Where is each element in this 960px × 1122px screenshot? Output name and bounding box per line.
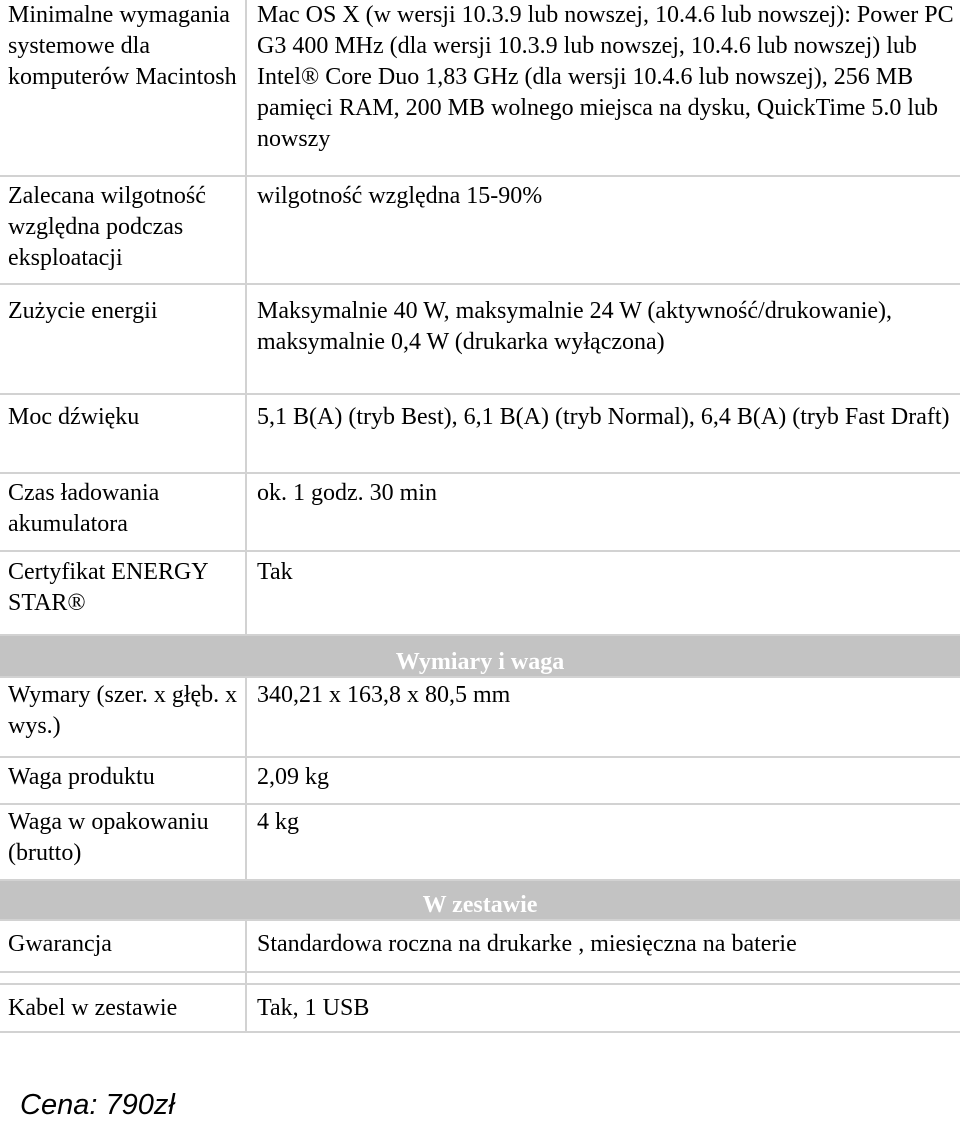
table-row xyxy=(0,757,960,804)
spec-value: 2,09 kg xyxy=(246,757,960,804)
spec-label: Czas ładowania akumulatora xyxy=(0,473,246,551)
spec-label: Zużycie energii xyxy=(0,284,246,394)
section-title: W zestawie xyxy=(422,892,538,918)
section-header xyxy=(0,880,960,920)
price-label: Cena: 790zł xyxy=(20,1089,175,1121)
spec-value: Maksymalnie 40 W, maksymalnie 24 W (aktywność/drukowanie), maksymalnie 0,4 W (drukarka wyłączona) xyxy=(246,284,960,394)
spec-label: Wymary (szer. x głęb. x wys.) xyxy=(0,677,246,757)
spec-label: Minimalne wymagania systemowe dla komputerów Macintosh xyxy=(0,0,246,176)
table-row xyxy=(0,284,960,394)
section-title: Wymiary i waga xyxy=(395,649,565,675)
spec-label: Moc dźwięku xyxy=(0,394,246,473)
spec-value: Tak xyxy=(246,551,960,635)
table-row xyxy=(0,804,960,880)
table-row xyxy=(0,394,960,473)
spec-label: Zalecana wilgotność względna podczas eksploatacji xyxy=(0,176,246,284)
spec-value: Standardowa roczna na drukarke , miesięczna na baterie xyxy=(246,920,960,972)
spec-value: Tak, 1 USB xyxy=(246,984,960,1032)
table-row xyxy=(0,176,960,284)
spec-value: 340,21 x 163,8 x 80,5 mm xyxy=(246,677,960,757)
spec-value: 5,1 B(A) (tryb Best), 6,1 B(A) (tryb Normal), 6,4 B(A) (tryb Fast Draft) xyxy=(246,394,960,473)
table-row xyxy=(0,677,960,757)
table-row xyxy=(0,473,960,551)
spec-value: wilgotność względna 15-90% xyxy=(246,176,960,284)
table-row xyxy=(0,551,960,635)
spec-label: Certyfikat ENERGY STAR® xyxy=(0,551,246,635)
table-row xyxy=(0,920,960,972)
table-row xyxy=(0,984,960,1032)
spec-label: Waga w opakowaniu (brutto) xyxy=(0,804,246,880)
spec-value: 4 kg xyxy=(246,804,960,880)
spec-label: Waga produktu xyxy=(0,757,246,804)
spec-label: Gwarancja xyxy=(0,920,246,972)
table-row xyxy=(0,972,960,984)
spec-label: Kabel w zestawie xyxy=(0,984,246,1032)
spec-value: ok. 1 godz. 30 min xyxy=(246,473,960,551)
section-header xyxy=(0,635,960,677)
spec-value: Mac OS X (w wersji 10.3.9 lub nowszej, 10.4.6 lub nowszej): Power PC G3 400 MHz (dla wersji 10.3.9 lub nowszej, 10.4.6 lub nowszej) lub Intel® Core Duo 1,83 GHz (dla wersji 10.4.6 lub nowszej), 256 MB pamięci RAM, 200 MB wolnego miejsca na dysku, QuickTime 5.0 lub nowszy xyxy=(246,0,960,176)
table-row xyxy=(0,0,960,176)
